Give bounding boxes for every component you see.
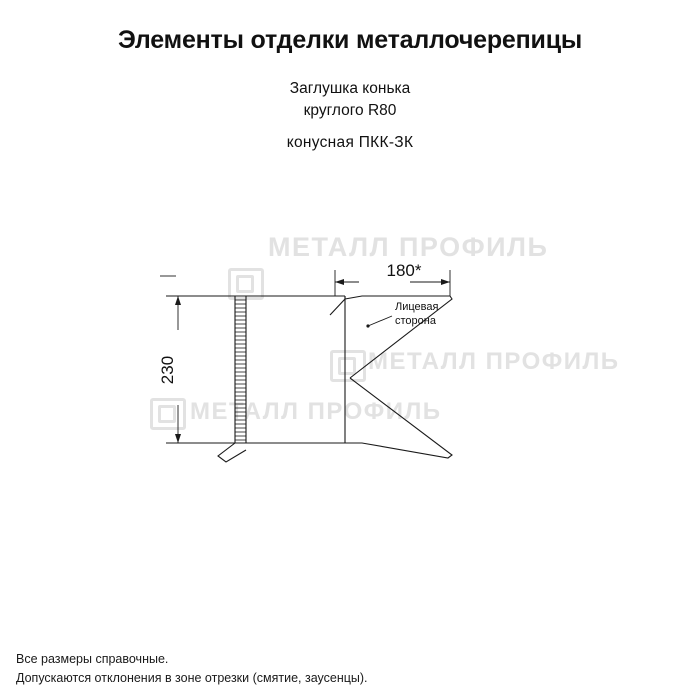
page-subtitle <box>0 78 700 154</box>
subtitle-line-1: Заглушка конька <box>289 80 411 97</box>
face-side-label-line2: сторона <box>395 315 436 327</box>
footer-line-1: Все размеры справочные. <box>16 652 169 666</box>
drawing-svg <box>100 200 620 500</box>
footer-line-2: Допускаются отклонения в зоне отрезки (смятие, заусенцы). <box>16 671 368 685</box>
subtitle-line-3: конусная ПКК-ЗК <box>286 134 414 151</box>
page-title: Элементы отделки металлочерепицы <box>117 26 583 54</box>
rib-hatching <box>235 300 246 440</box>
width-dimension-label: 180* <box>386 261 422 280</box>
face-side-label-line1: Лицевая <box>395 301 439 313</box>
height-dimension-label: 230 <box>158 355 177 385</box>
leader-line <box>366 316 392 328</box>
watermark-text: МЕТАЛЛ ПРОФИЛЬ <box>268 232 549 262</box>
footer-note <box>16 650 368 688</box>
technical-drawing <box>100 200 620 500</box>
watermark-text: МЕТАЛЛ ПРОФИЛЬ <box>190 398 442 425</box>
subtitle-line-2: круглого R80 <box>303 102 397 119</box>
watermark-text: МЕТАЛЛ ПРОФИЛЬ <box>368 348 620 375</box>
